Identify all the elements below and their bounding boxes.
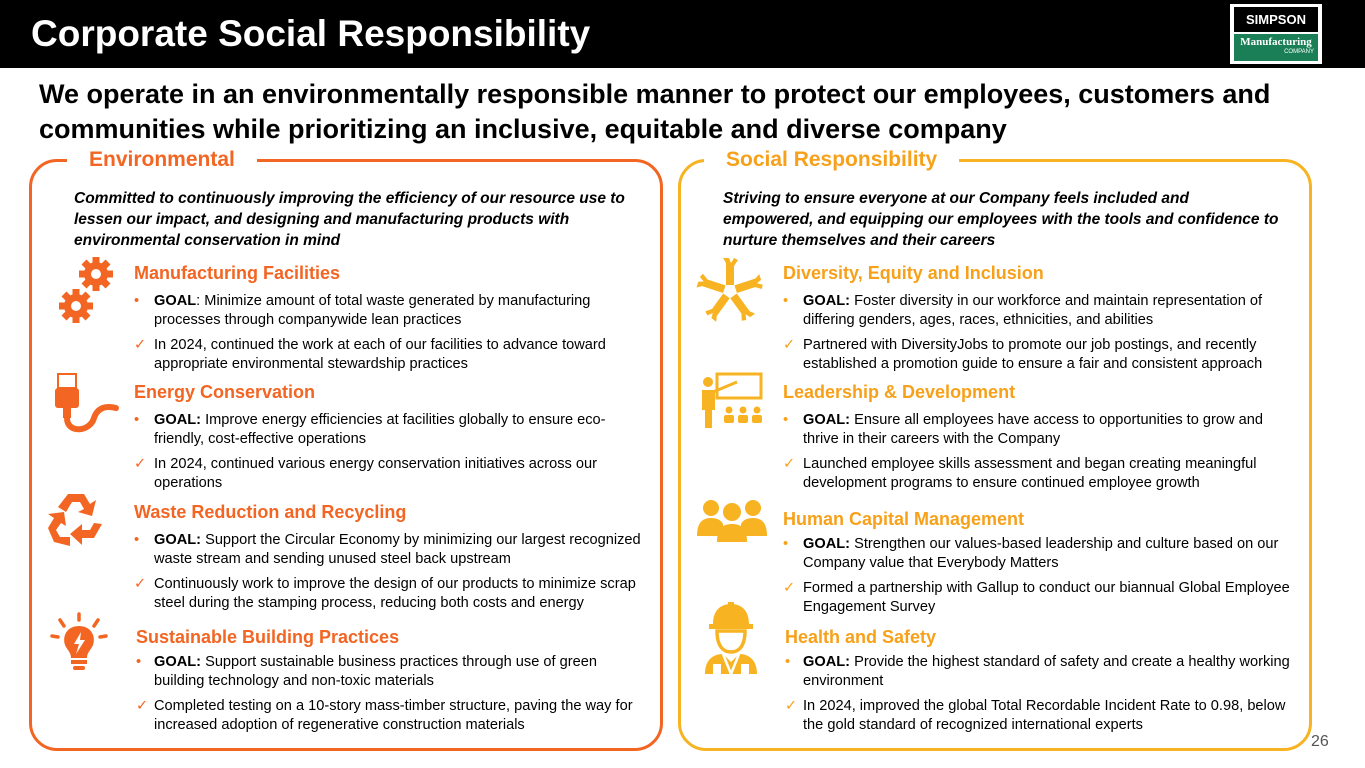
people-group-icon xyxy=(697,496,767,544)
goal-label: GOAL xyxy=(154,293,197,309)
presenter-icon xyxy=(699,370,765,430)
check-text: Partnered with DiversityJobs to promote our job postings, and recently established a promotion guide to ensure a fair and consistent approach xyxy=(803,337,1263,372)
check-item xyxy=(785,697,1293,735)
goal-item xyxy=(136,653,644,691)
bullet-marker: • xyxy=(783,293,789,309)
goal-item xyxy=(783,411,1293,449)
check-text: In 2024, continued various energy conservation initiatives across our operations xyxy=(154,456,597,491)
section-title: Waste Reduction and Recycling xyxy=(134,502,407,522)
section-title: Diversity, Equity and Inclusion xyxy=(783,263,1044,283)
check-text: In 2024, improved the global Total Recordable Incident Rate to 0.98, below the gold standard of recognized international experts xyxy=(803,698,1286,733)
goal-text: : Minimize amount of total waste generated by manufacturing processes through companywide lean practices xyxy=(154,293,591,328)
slide-subtitle: We operate in an environmentally responsible manner to protect our employees, customers and communities while prioritizing an inclusive, equitable and diverse company xyxy=(39,79,1271,144)
hard-hat-worker-icon xyxy=(703,602,759,676)
social-title: Social Responsibility xyxy=(704,146,959,174)
bullet-marker: • xyxy=(136,654,142,670)
bullet-marker: • xyxy=(783,536,789,552)
goal-text: Support sustainable business practices through use of green building technology and non-toxic materials xyxy=(154,654,597,689)
section-leadership-development xyxy=(783,381,1293,493)
check-item xyxy=(783,579,1293,617)
section-manufacturing-facilities xyxy=(134,262,644,374)
check-item xyxy=(134,575,644,613)
check-item xyxy=(783,455,1293,493)
goal-text: Support the Circular Economy by minimizing our largest recognized waste stream and sending unused steel back upstream xyxy=(154,532,641,567)
title-bar xyxy=(0,0,1365,68)
section-title: Leadership & Development xyxy=(783,382,1016,402)
check-icon: ✓ xyxy=(134,576,147,592)
check-text: Launched employee skills assessment and began creating meaningful development programs to ensure continued employee growth xyxy=(803,456,1257,491)
logo-green-band xyxy=(1234,34,1318,61)
page-title: Corporate Social Responsibility xyxy=(31,13,591,54)
goal-label: GOAL: xyxy=(154,654,202,670)
goal-text: Foster diversity in our workforce and maintain representation of differing genders, ages, races, ethnicities, and abilities xyxy=(803,293,1263,328)
goal-label: GOAL: xyxy=(803,293,851,309)
check-icon: ✓ xyxy=(783,580,796,596)
section-health-safety xyxy=(785,626,1293,735)
check-item xyxy=(136,697,644,735)
check-icon: ✓ xyxy=(783,456,796,472)
goal-label: GOAL: xyxy=(154,532,202,548)
section-waste-reduction xyxy=(134,501,644,613)
check-text: Formed a partnership with Gallup to conduct our biannual Global Employee Engagement Survey xyxy=(803,580,1290,615)
gears-icon xyxy=(58,256,118,326)
environmental-title: Environmental xyxy=(67,146,257,174)
section-title: Human Capital Management xyxy=(783,509,1025,529)
check-item xyxy=(134,455,644,493)
section-title: Sustainable Building Practices xyxy=(136,626,405,648)
goal-item xyxy=(134,292,644,330)
power-plug-icon xyxy=(52,372,122,434)
goal-label: GOAL: xyxy=(154,412,202,428)
goal-item xyxy=(785,653,1293,691)
social-panel xyxy=(678,148,1312,751)
goal-text: Ensure all employees have access to opportunities to grow and thrive in their careers with the Company xyxy=(803,412,1263,447)
goal-text: Improve energy efficiencies at facilities globally to ensure eco-friendly, cost-effective operations xyxy=(154,412,606,447)
logo-wordmark: SIMPSON xyxy=(1234,7,1318,32)
section-human-capital xyxy=(783,508,1293,617)
bullet-marker: • xyxy=(134,532,140,548)
logo-manufacturing: Manufacturing xyxy=(1240,36,1312,48)
section-title: Energy Conservation xyxy=(134,382,316,402)
bullet-marker: • xyxy=(134,412,140,428)
goal-item xyxy=(783,535,1293,573)
goal-label: GOAL: xyxy=(803,654,851,670)
check-text: In 2024, continued the work at each of our facilities to advance toward appropriate environmental stewardship practices xyxy=(154,337,606,372)
recycle-icon xyxy=(46,490,106,550)
lightbulb-icon xyxy=(48,612,110,674)
section-title: Health and Safety xyxy=(785,627,937,647)
section-title: Manufacturing Facilities xyxy=(134,263,341,283)
company-logo xyxy=(1230,4,1322,64)
goal-item xyxy=(783,292,1293,330)
check-icon: ✓ xyxy=(783,337,796,353)
check-text: Completed testing on a 10-story mass-timber structure, paving the way for increased adoption of regenerative construction materials xyxy=(154,698,633,733)
bullet-marker: • xyxy=(134,293,140,309)
check-icon: ✓ xyxy=(134,456,147,472)
page-number: 26 xyxy=(1311,733,1329,750)
social-intro: Striving to ensure everyone at our Company feels included and empowered, and equipping our employees with the tools and confidence to nurture themselves and their careers xyxy=(723,190,1279,249)
goal-label: GOAL: xyxy=(803,536,851,552)
environmental-panel xyxy=(29,148,663,751)
section-sustainable-building xyxy=(136,626,644,735)
goal-item xyxy=(134,411,644,449)
joined-hands-icon xyxy=(695,256,765,326)
check-text: Continuously work to improve the design of our products to minimize scrap steel during the stamping process, reducing both costs and energy xyxy=(154,576,636,611)
bullet-marker: • xyxy=(785,654,791,670)
goal-text: Strengthen our values-based leadership and culture based on our Company value that Everybody Matters xyxy=(803,536,1279,571)
check-icon: ✓ xyxy=(134,337,147,353)
check-item xyxy=(783,336,1293,374)
logo-company: COMPANY xyxy=(1284,49,1314,55)
check-icon: ✓ xyxy=(785,698,798,714)
section-energy-conservation xyxy=(134,381,644,493)
goal-label: GOAL: xyxy=(803,412,851,428)
goal-text: Provide the highest standard of safety and create a healthy working environment xyxy=(803,654,1290,689)
environmental-intro: Committed to continuously improving the efficiency of our resource use to lessen our impact, and designing and manufacturing products with environmental conservation in mind xyxy=(74,190,625,249)
section-diversity-equity-inclusion xyxy=(783,262,1293,374)
bullet-marker: • xyxy=(783,412,789,428)
check-item xyxy=(134,336,644,374)
check-icon: ✓ xyxy=(136,698,149,714)
goal-item xyxy=(134,531,644,569)
